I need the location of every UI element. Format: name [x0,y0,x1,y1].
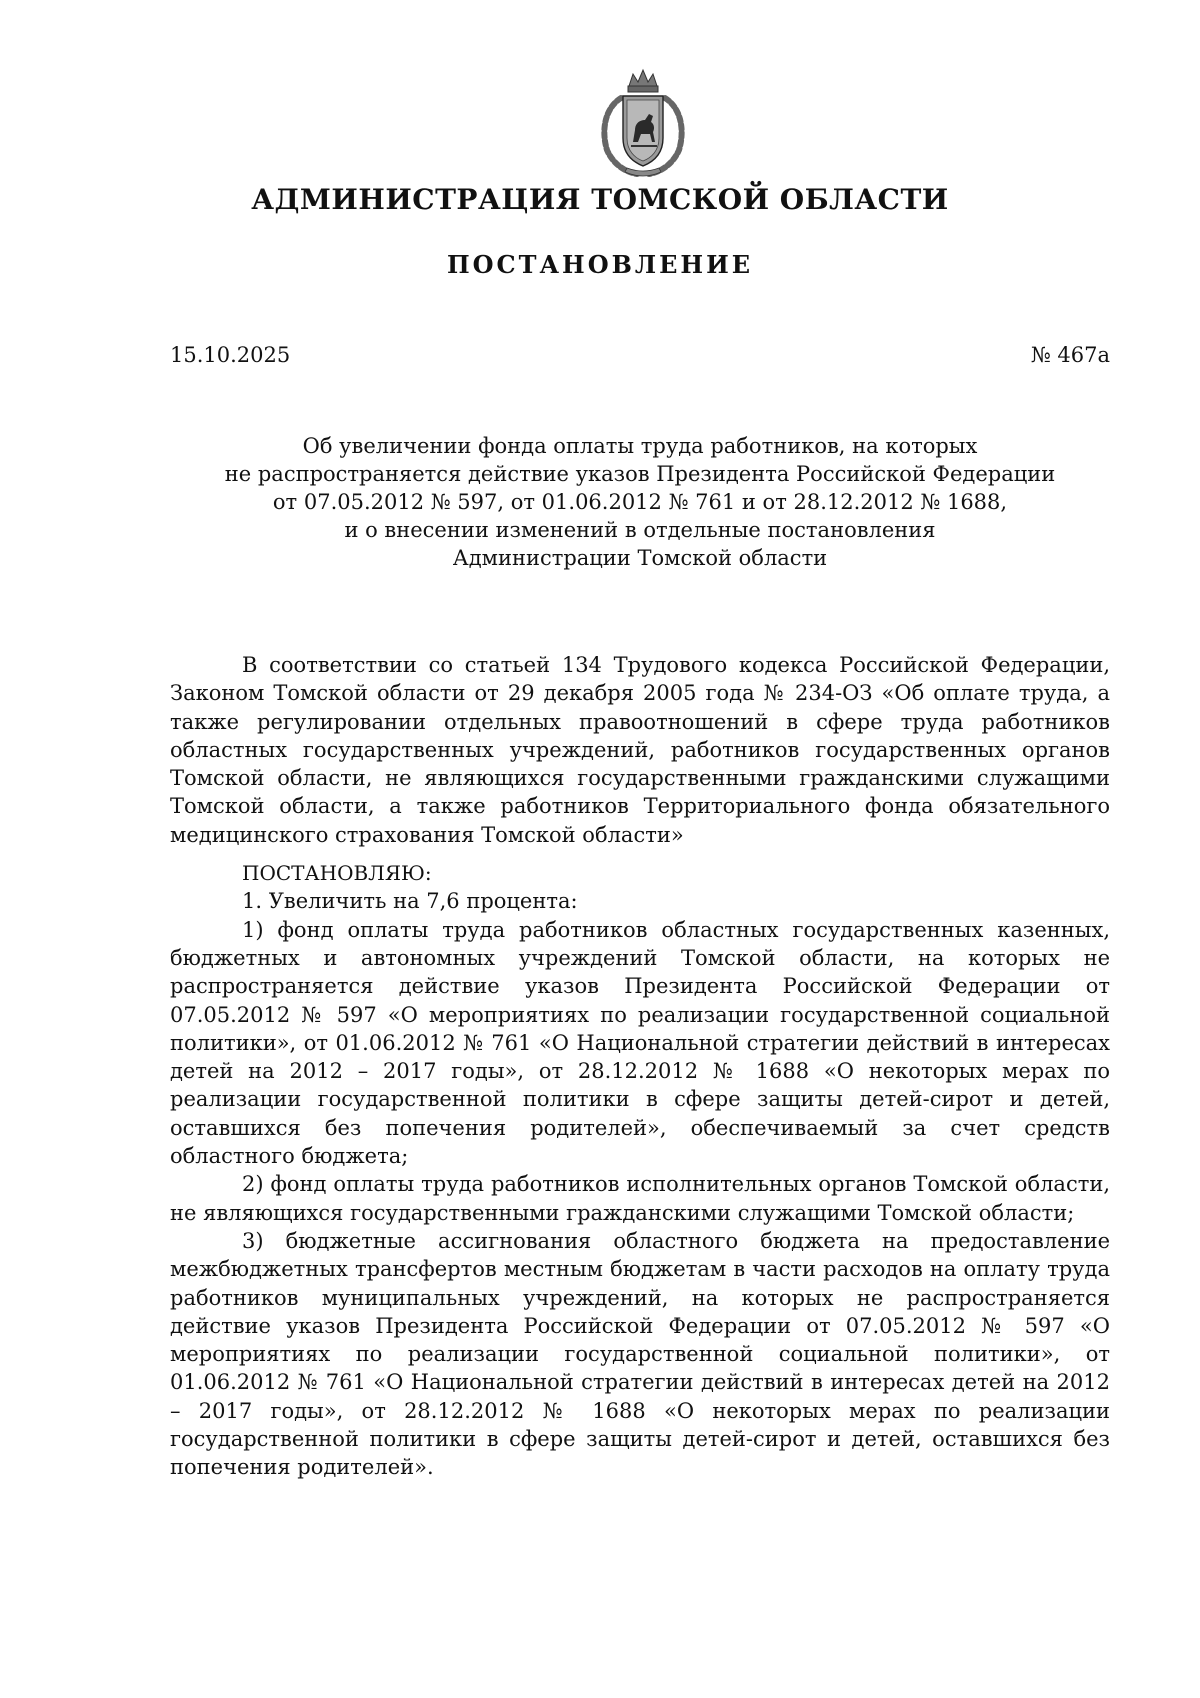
document-subject [170,432,1110,572]
document-number: № 467а [1030,343,1110,367]
clause-1-3: 3) бюджетные ассигнования областного бюджета на предоставление межбюджетных трансфертов местным бюджетам в части расходов на оплату труда работников муниципальных учреждений, на которых не распространяется действие указов Президента Российской Федерации от 07.05.2012 № 597 «О мероприятиях по реализации государственной социальной политики», от 01.06.2012 № 761 «О Национальной стратегии действий в интересах детей на 2012 – 2017 годы», от 28.12.2012 № 1688 «О некоторых мерах по реализации государственной политики в сфере защиты детей-сирот и детей, оставшихся без попечения родителей». [170,1228,1110,1480]
subject-line: и о внесении изменений в отдельные постановления [344,518,936,542]
subject-line: Об увеличении фонда оплаты труда работников, на которых [302,434,978,458]
subject-line: от 07.05.2012 № 597, от 01.06.2012 № 761 и от 28.12.2012 № 1688, [272,490,1008,514]
document-body [170,651,1110,1482]
subject-line: не распространяется действие указов Президента Российской Федерации [224,462,1056,486]
tomsk-coat-of-arms-icon [591,68,695,180]
preamble-paragraph: В соответствии со статьей 134 Трудового кодекса Российской Федерации, Законом Томской области от 29 декабря 2005 года № 234-ОЗ «Об оплате труда, а также регулировании отдельных правоотношений в сфере труда работников областных государственных учреждений, работников государственных органов Томской области, не являющихся государственными гражданскими служащими Томской области, а также работников Территориального фонда обязательного медицинского страхования Томской области» [170,653,1110,847]
clause-1-1: 1) фонд оплаты труда работников областных государственных казенных, бюджетных и автономных учреждений Томской области, на которых не распространяется действие указов Президента Российской Федерации от 07.05.2012 № 597 «О мероприятиях по реализации государственной социальной политики», от 01.06.2012 № 761 «О Национальной стратегии действий в интересах детей на 2012 – 2017 годы», от 28.12.2012 № 1688 «О некоторых мерах по реализации государственной политики в сфере защиты детей-сирот и детей, оставшихся без попечения родителей», обеспечиваемый за счет средств областного бюджета; [170,917,1110,1169]
clause-1: 1. Увеличить на 7,6 процента: [242,889,578,914]
clause-1-2: 2) фонд оплаты труда работников исполнительных органов Томской области, не являющихся государственными гражданскими служащими Томской области; [170,1172,1110,1225]
organization-title: АДМИНИСТРАЦИЯ ТОМСКОЙ ОБЛАСТИ [251,183,949,216]
document-date: 15.10.2025 [170,343,291,367]
subject-line: Администрации Томской области [452,546,828,570]
decree-word: ПОСТАНОВЛЯЮ: [242,861,432,886]
document-type: ПОСТАНОВЛЕНИЕ [446,250,754,279]
